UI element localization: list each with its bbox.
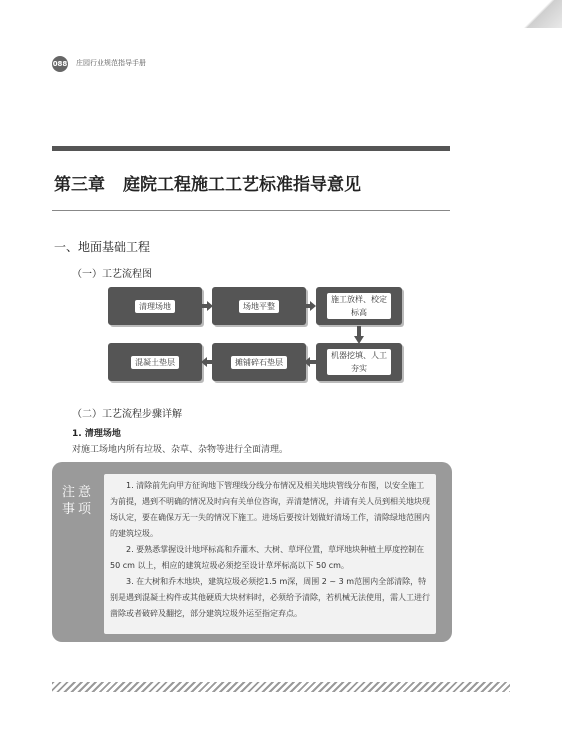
flow-step-label: 混凝土垫层 — [131, 356, 179, 369]
step-description: 对施工场地内所有垃圾、杂草、杂物等进行全面清理。 — [72, 445, 289, 455]
arrow-right-icon — [201, 300, 213, 312]
flow-step-gravel — [212, 343, 306, 381]
flow-step-label: 摊铺碎石垫层 — [231, 356, 287, 369]
flow-step-layout — [316, 287, 402, 325]
note-paragraph: 1. 清除前先向甲方征询地下管理线分线分布情况及相关地块管线分布图，以安全施工为前提，遇到不明确的情况及时向有关单位咨询，弄清楚情况，并请有关人员到相关地块现场认定，要在确保万无一失的情况下施工。进场后要按计划做好清场工作，清除绿地范围内的建筑垃圾。 — [110, 481, 430, 538]
note-label — [62, 484, 102, 518]
flow-step-clear-site — [108, 287, 202, 325]
flow-step-label: 机器挖填、人工 夯实 — [327, 349, 391, 375]
flow-step-label: 清理场地 — [135, 300, 175, 313]
footer-hatch-band — [52, 682, 510, 692]
flow-step-level-site — [212, 287, 306, 325]
arrow-right-icon — [304, 300, 316, 312]
page-fold — [520, 0, 562, 28]
chapter-bottom-rule — [52, 210, 450, 211]
flowchart-heading: （一）工艺流程图 — [72, 269, 152, 280]
note-text — [110, 478, 432, 622]
note-paragraph: 3. 在大树和乔木地块，建筑垃圾必须挖1.5 m深，周围 2 ~ 3 m范围内全部清除，特别是遇到混凝土构件或其他硬质大块材料时，必须给予清除，若机械无法使用，需人工进行凿除或者破碎及翻挖，部分建筑垃圾外运至指定弃点。 — [110, 577, 430, 618]
running-head: 庄园行业规范指导手册 — [76, 59, 146, 67]
chapter-number: 第三章 — [54, 175, 105, 195]
steps-heading: （二）工艺流程步骤详解 — [72, 409, 182, 420]
step-title: 1. 清理场地 — [72, 429, 121, 439]
flow-step-label: 场地平整 — [239, 300, 279, 313]
note-label-line: 注意 — [62, 485, 95, 500]
section-title: 一、地面基础工程 — [54, 240, 151, 254]
flow-step-concrete — [108, 343, 202, 381]
chapter-title — [54, 170, 361, 195]
arrow-left-icon — [201, 356, 213, 368]
chapter-top-rule — [52, 146, 450, 151]
chapter-name: 庭院工程施工工艺标准指导意见 — [123, 175, 361, 195]
note-label-line: 事项 — [62, 502, 95, 517]
arrow-left-icon — [304, 356, 316, 368]
arrow-down-icon — [353, 326, 365, 344]
page-number-badge: 088 — [52, 56, 68, 72]
flow-step-label: 施工放样、校定 标高 — [327, 293, 391, 319]
note-paragraph: 2. 要熟悉掌握设计地坪标高和乔灌木、大树、草坪位置，草坪地块种植土厚度控制在 50 cm 以上，相应的建筑垃圾必须挖至设计草坪标高以下 50 cm。 — [110, 545, 425, 570]
flow-step-excavate — [316, 343, 402, 381]
